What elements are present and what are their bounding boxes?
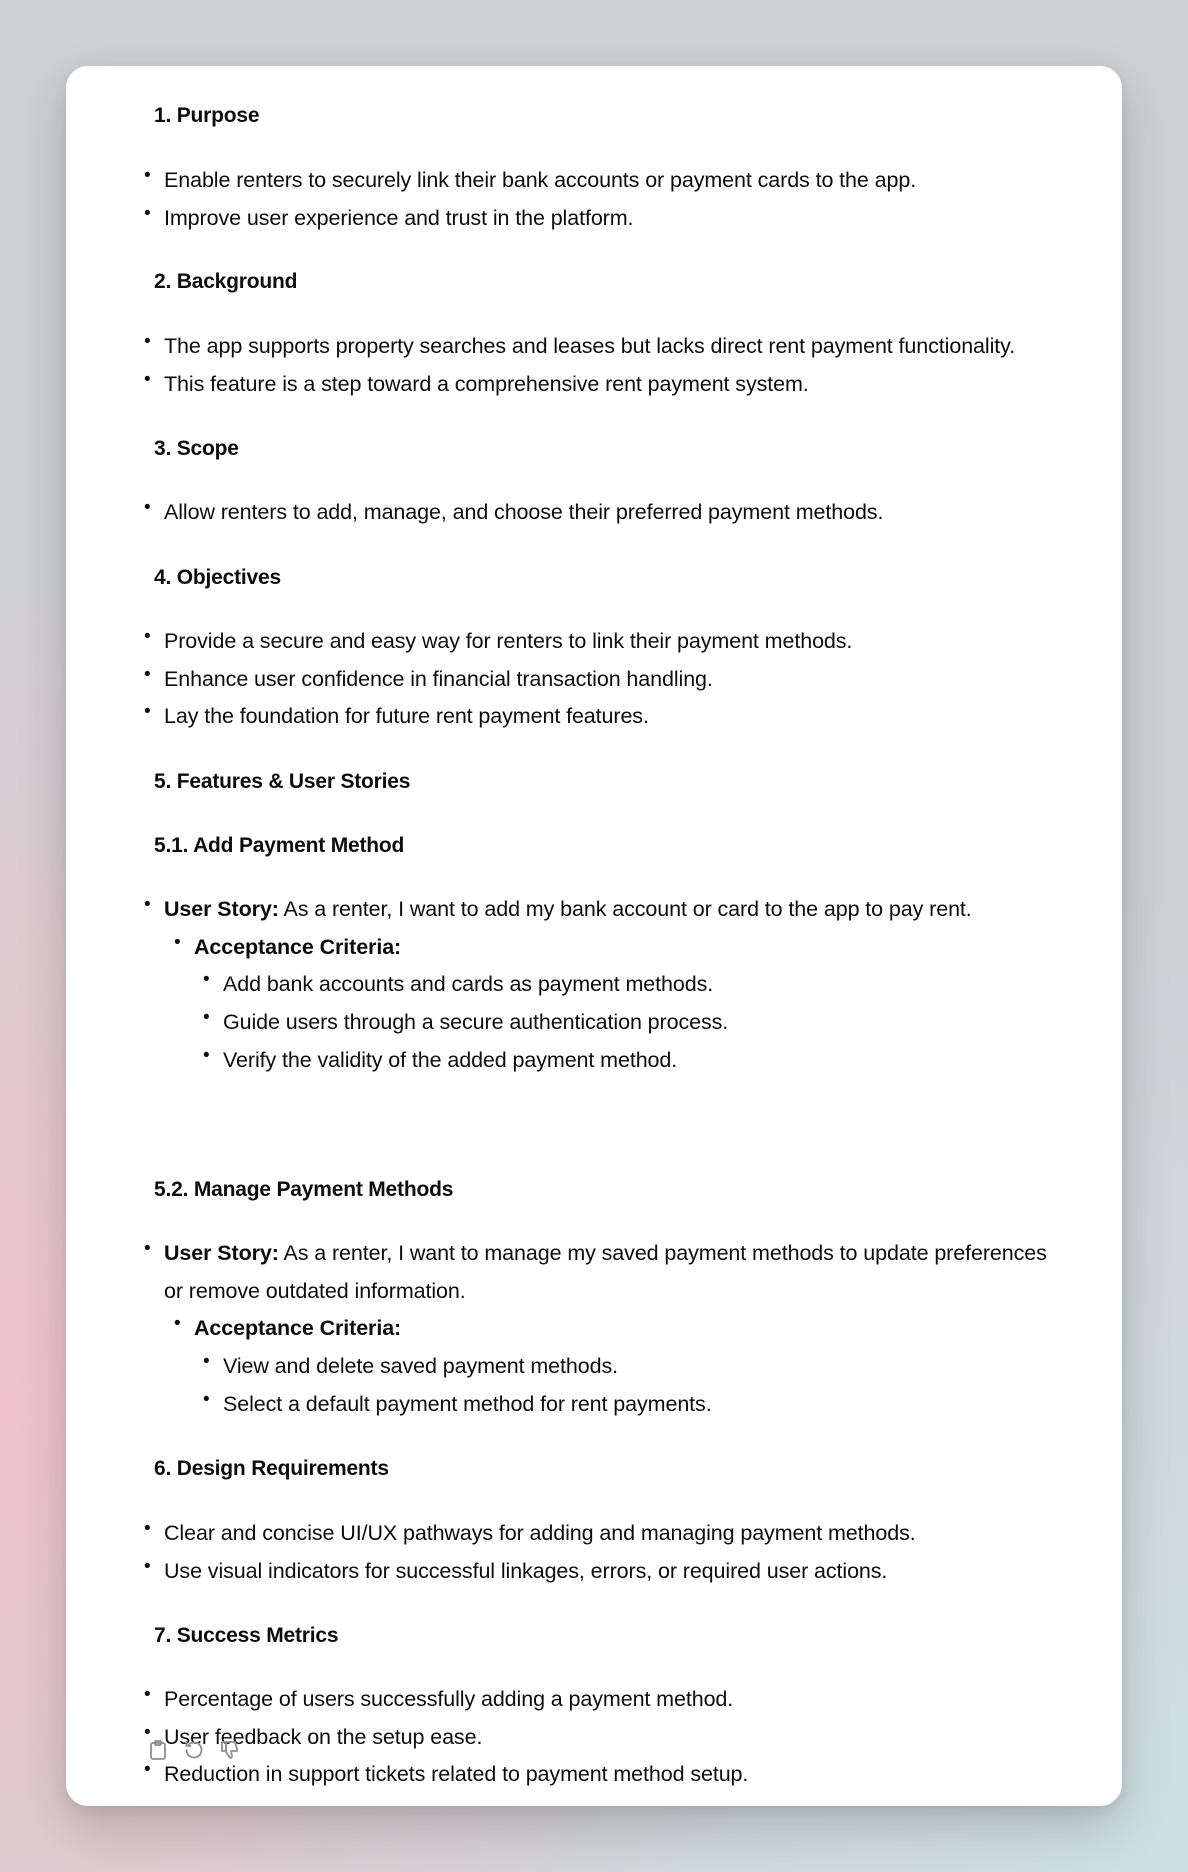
design-list (144, 1515, 1064, 1590)
add-payment-list (144, 891, 1064, 1080)
regenerate-icon[interactable] (182, 1738, 206, 1762)
section-heading-scope: 3. Scope (154, 437, 239, 460)
objectives-list (144, 623, 1064, 736)
criteria-label: Acceptance Criteria: (194, 934, 402, 959)
message-actions (146, 1738, 242, 1762)
clipboard-icon[interactable] (146, 1738, 170, 1762)
list-item (144, 1235, 1064, 1310)
list-item: • Lay the foundation for future rent payment features. (144, 698, 1064, 736)
background-list (144, 328, 1064, 403)
list-item (144, 1310, 1064, 1348)
criteria-label: Acceptance Criteria: (194, 1316, 402, 1341)
list-item: • Percentage of users successfully adding a payment method. (144, 1681, 1064, 1719)
list-item: • User feedback on the setup ease. (144, 1719, 1064, 1757)
section-heading-metrics: 7. Success Metrics (154, 1624, 339, 1647)
subsection-heading-add-payment: 5.1. Add Payment Method (154, 834, 405, 857)
metrics-list (144, 1681, 1064, 1794)
story-text: As a renter, I want to manage my saved payment methods to update preferences or remove outdated information. (164, 1241, 1047, 1303)
purpose-list (144, 162, 1064, 237)
manage-payment-list (144, 1235, 1064, 1424)
scope-list (144, 494, 1064, 532)
list-item: • Use visual indicators for successful linkages, errors, or required user actions. (144, 1553, 1064, 1591)
list-item (144, 891, 1064, 929)
thumbs-down-icon[interactable] (218, 1738, 242, 1762)
section-heading-purpose: 1. Purpose (154, 104, 260, 127)
list-item: • Enable renters to securely link their bank accounts or payment cards to the app. (144, 162, 1064, 200)
list-item: • Enhance user confidence in financial transaction handling. (144, 661, 1064, 699)
section-heading-objectives: 4. Objectives (154, 566, 281, 589)
message-card (66, 66, 1122, 1806)
list-item: • Clear and concise UI/UX pathways for adding and managing payment methods. (144, 1515, 1064, 1553)
story-label: User Story: (164, 1241, 279, 1265)
list-item: • Improve user experience and trust in the platform. (144, 200, 1064, 238)
list-item: • Verify the validity of the added payment method. (144, 1042, 1064, 1080)
list-item (144, 929, 1064, 967)
list-item: • The app supports property searches and leases but lacks direct rent payment functionality. (144, 328, 1064, 366)
list-item: • Guide users through a secure authentication process. (144, 1004, 1064, 1042)
story-label: User Story: (164, 897, 279, 921)
list-item: • Add bank accounts and cards as payment methods. (144, 966, 1064, 1004)
section-heading-design: 6. Design Requirements (154, 1457, 389, 1480)
list-item: • Reduction in support tickets related to payment method setup. (144, 1756, 1064, 1794)
story-text: As a renter, I want to add my bank account or card to the app to pay rent. (278, 897, 972, 921)
list-item: • Provide a secure and easy way for renters to link their payment methods. (144, 623, 1064, 661)
list-item: • View and delete saved payment methods. (144, 1348, 1064, 1386)
list-item: • This feature is a step toward a comprehensive rent payment system. (144, 366, 1064, 404)
section-heading-features: 5. Features & User Stories (154, 770, 411, 793)
list-item: • Select a default payment method for rent payments. (144, 1386, 1064, 1424)
list-item: • Allow renters to add, manage, and choose their preferred payment methods. (144, 494, 1064, 532)
section-heading-background: 2. Background (154, 270, 298, 293)
subsection-heading-manage-payment: 5.2. Manage Payment Methods (154, 1178, 454, 1201)
